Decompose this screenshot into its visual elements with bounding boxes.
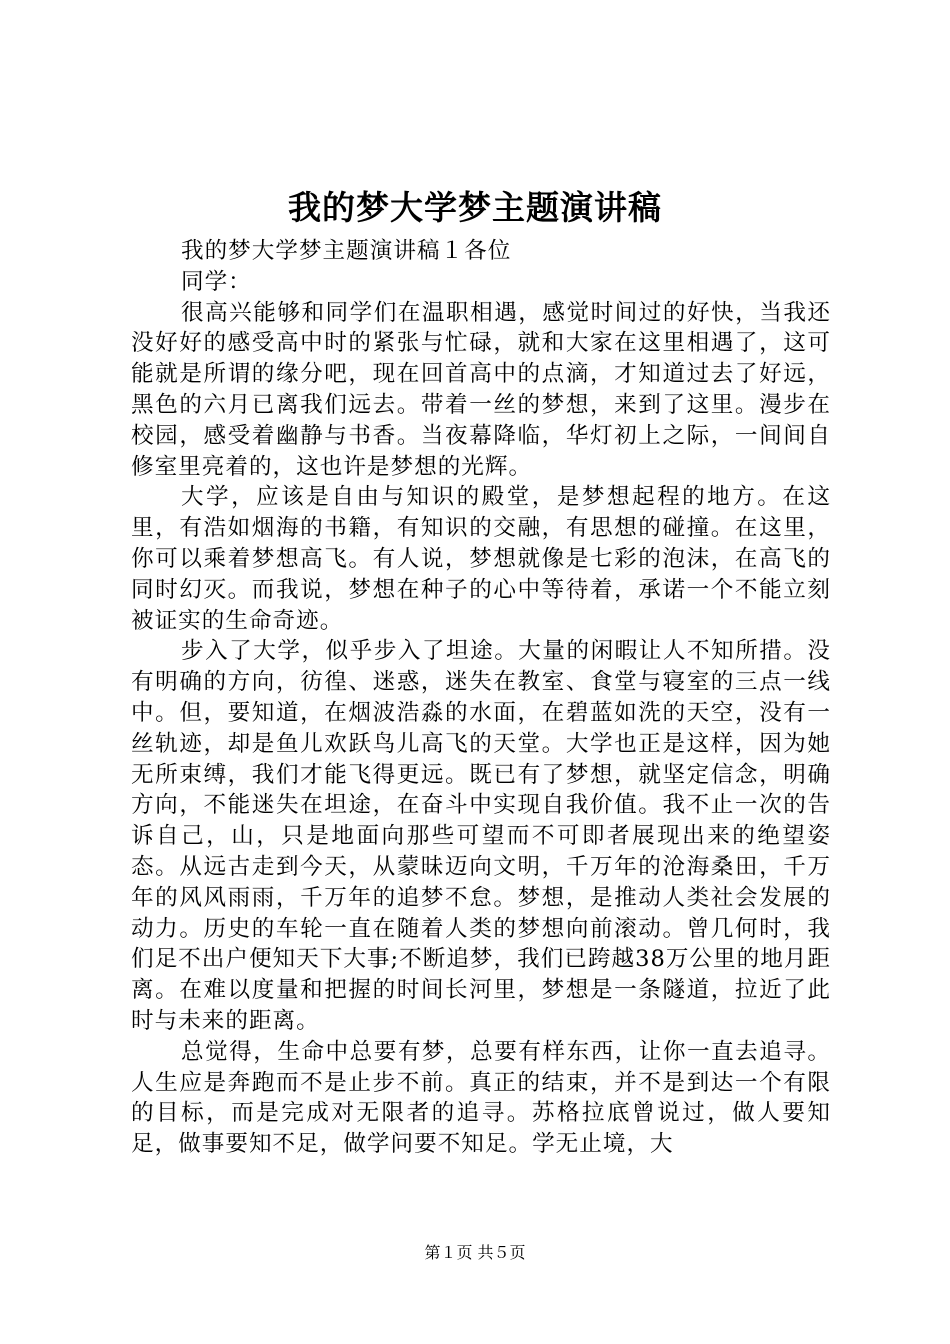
document-body	[131, 236, 831, 1160]
document-title: 我的梦大学梦主题演讲稿	[288, 188, 662, 227]
paragraph: 步入了大学，似乎步入了坦途。大量的闲暇让人不知所措。没有明确的方向，彷徨、迷惑，迷失在教室、食堂与寝室的三点一线中。但，要知道，在烟波浩淼的水面，在碧蓝如洗的天空，没有一丝轨迹，却是鱼儿欢跃鸟儿高飞的天堂。大学也正是这样，因为她无所束缚，我们才能飞得更远。既已有了梦想，就坚定信念，明确方向，不能迷失在坦途，在奋斗中实现自我价值。我不止一次的告诉自己，山，只是地面向那些可望而不可即者展现出来的绝望姿态。从远古走到今天，从蒙昧迈向文明，千万年的沧海桑田，千万年的风风雨雨，千万年的追梦不怠。梦想，是推动人类社会发展的动力。历史的车轮一直在随着人类的梦想向前滚动。曾几何时，我们足不出户便知天下大事;不断追梦，我们已跨越38万公里的地月距离。在难以度量和把握的时间长河里，梦想是一条隧道，拉近了此时与未来的距离。	[131, 638, 831, 1034]
salutation-line: 同学：	[181, 268, 252, 295]
paragraph: 大学，应该是自由与知识的殿堂，是梦想起程的地方。在这里，有浩如烟海的书籍，有知识的交融，有思想的碰撞。在这里，你可以乘着梦想高飞。有人说，梦想就像是七彩的泡沫，在高飞的同时幻灭。而我说，梦想在种子的心中等待着，承诺一个不能立刻被证实的生命奇迹。	[131, 484, 831, 634]
page-number-footer: 第１页 共５页	[424, 1243, 526, 1262]
intro-line: 我的梦大学梦主题演讲稿１各位	[181, 238, 512, 264]
paragraph: 总觉得，生命中总要有梦，总要有样东西，让你一直去追寻。人生应是奔跑而不是止步不前。真正的结束，并不是到达一个有限的目标，而是完成对无限者的追寻。苏格拉底曾说过，做人要知足，做事要知不足，做学问要不知足。学无止境，大	[131, 1038, 831, 1158]
paragraph: 很高兴能够和同学们在温职相遇，感觉时间过的好快，当我还没好好的感受高中时的紧张与忙碌，就和大家在这里相遇了，这可能就是所谓的缘分吧，现在回首高中的点滴，才知道过去了好远，黑色的六月已离我们远去。带着一丝的梦想，来到了这里。漫步在校园，感受着幽静与书香。当夜幕降临，华灯初上之际，一间间自修室里亮着的，这也许是梦想的光辉。	[131, 299, 831, 480]
